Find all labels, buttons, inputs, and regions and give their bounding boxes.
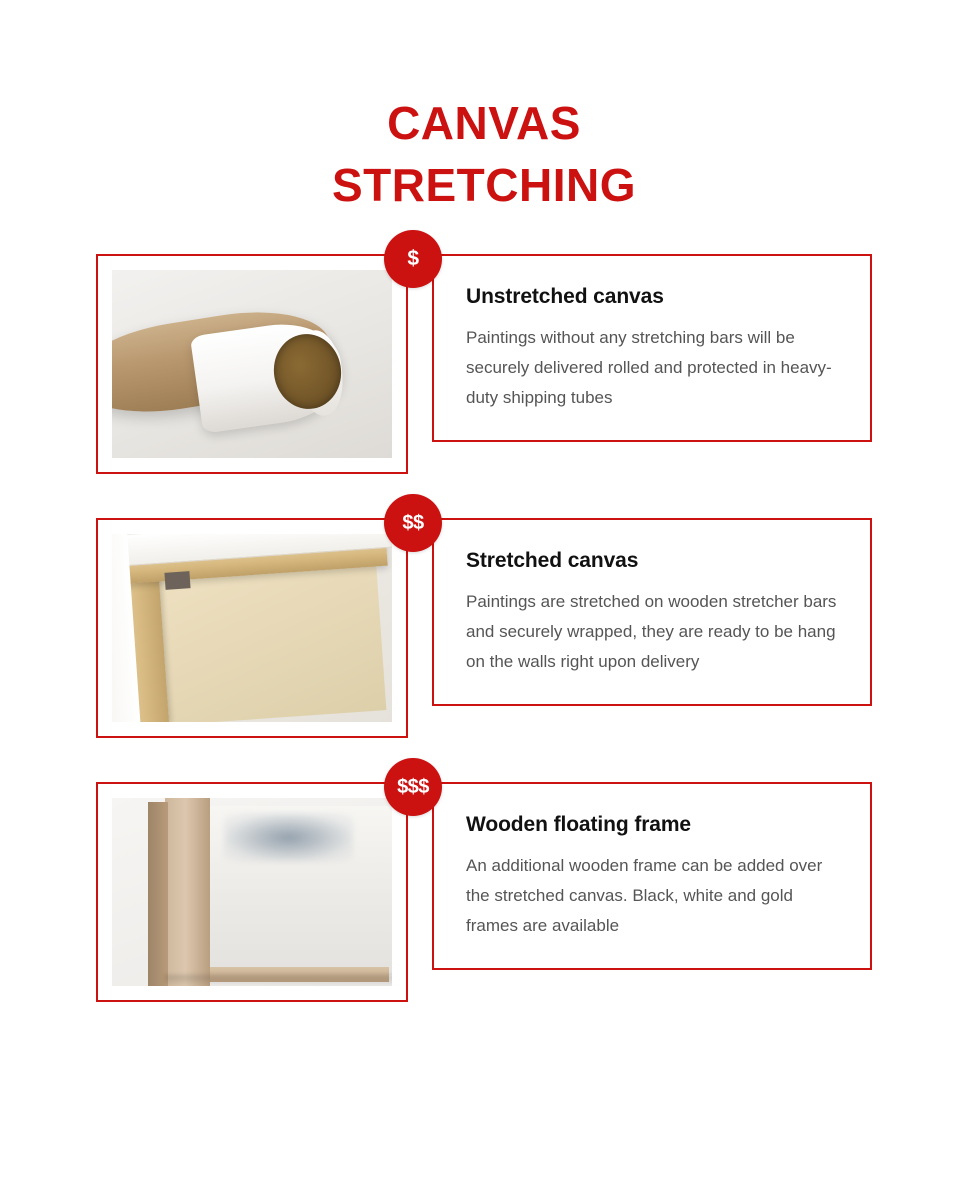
option-description: Paintings without any stretching bars will be securely delivered rolled and protected in heavy-duty shipping tubes xyxy=(466,328,832,407)
artwork-paint-wash-shape xyxy=(224,813,353,862)
corner-wedge-shape xyxy=(165,571,191,590)
option-title: Stretched canvas xyxy=(466,549,639,572)
option-text-card xyxy=(432,782,872,970)
option-text-card xyxy=(432,254,872,442)
option-title: Unstretched canvas xyxy=(466,285,664,308)
price-badge: $ xyxy=(384,230,442,288)
floating-frame-image xyxy=(112,798,392,986)
price-badge: $$$ xyxy=(384,758,442,816)
stretcher-bars-image xyxy=(112,534,392,722)
option-text-card xyxy=(432,518,872,706)
frame-face-shape xyxy=(165,798,210,986)
shipping-tube-image xyxy=(112,270,392,458)
option-row-unstretched-canvas xyxy=(96,247,872,474)
option-image-card xyxy=(96,775,429,1002)
option-title: Wooden floating frame xyxy=(466,813,692,836)
frame-shadow-shape xyxy=(165,975,392,986)
option-list xyxy=(0,247,968,1002)
price-badge: $$ xyxy=(384,494,442,552)
option-image-card xyxy=(96,247,419,474)
frame-side-shape xyxy=(148,802,168,986)
option-image-card xyxy=(96,511,424,738)
page-title-line-1: CANVAS xyxy=(387,97,581,149)
page-title xyxy=(0,0,968,216)
option-row-wooden-floating-frame xyxy=(96,775,872,1002)
option-description: An additional wooden frame can be added over the stretched canvas. Black, white and gold frames are available xyxy=(466,856,823,935)
page-title-line-2: STRETCHING xyxy=(332,159,636,211)
option-row-stretched-canvas xyxy=(96,511,872,738)
option-description: Paintings are stretched on wooden stretcher bars and securely wrapped, they are ready to be hang on the walls right upon delivery xyxy=(466,592,837,671)
